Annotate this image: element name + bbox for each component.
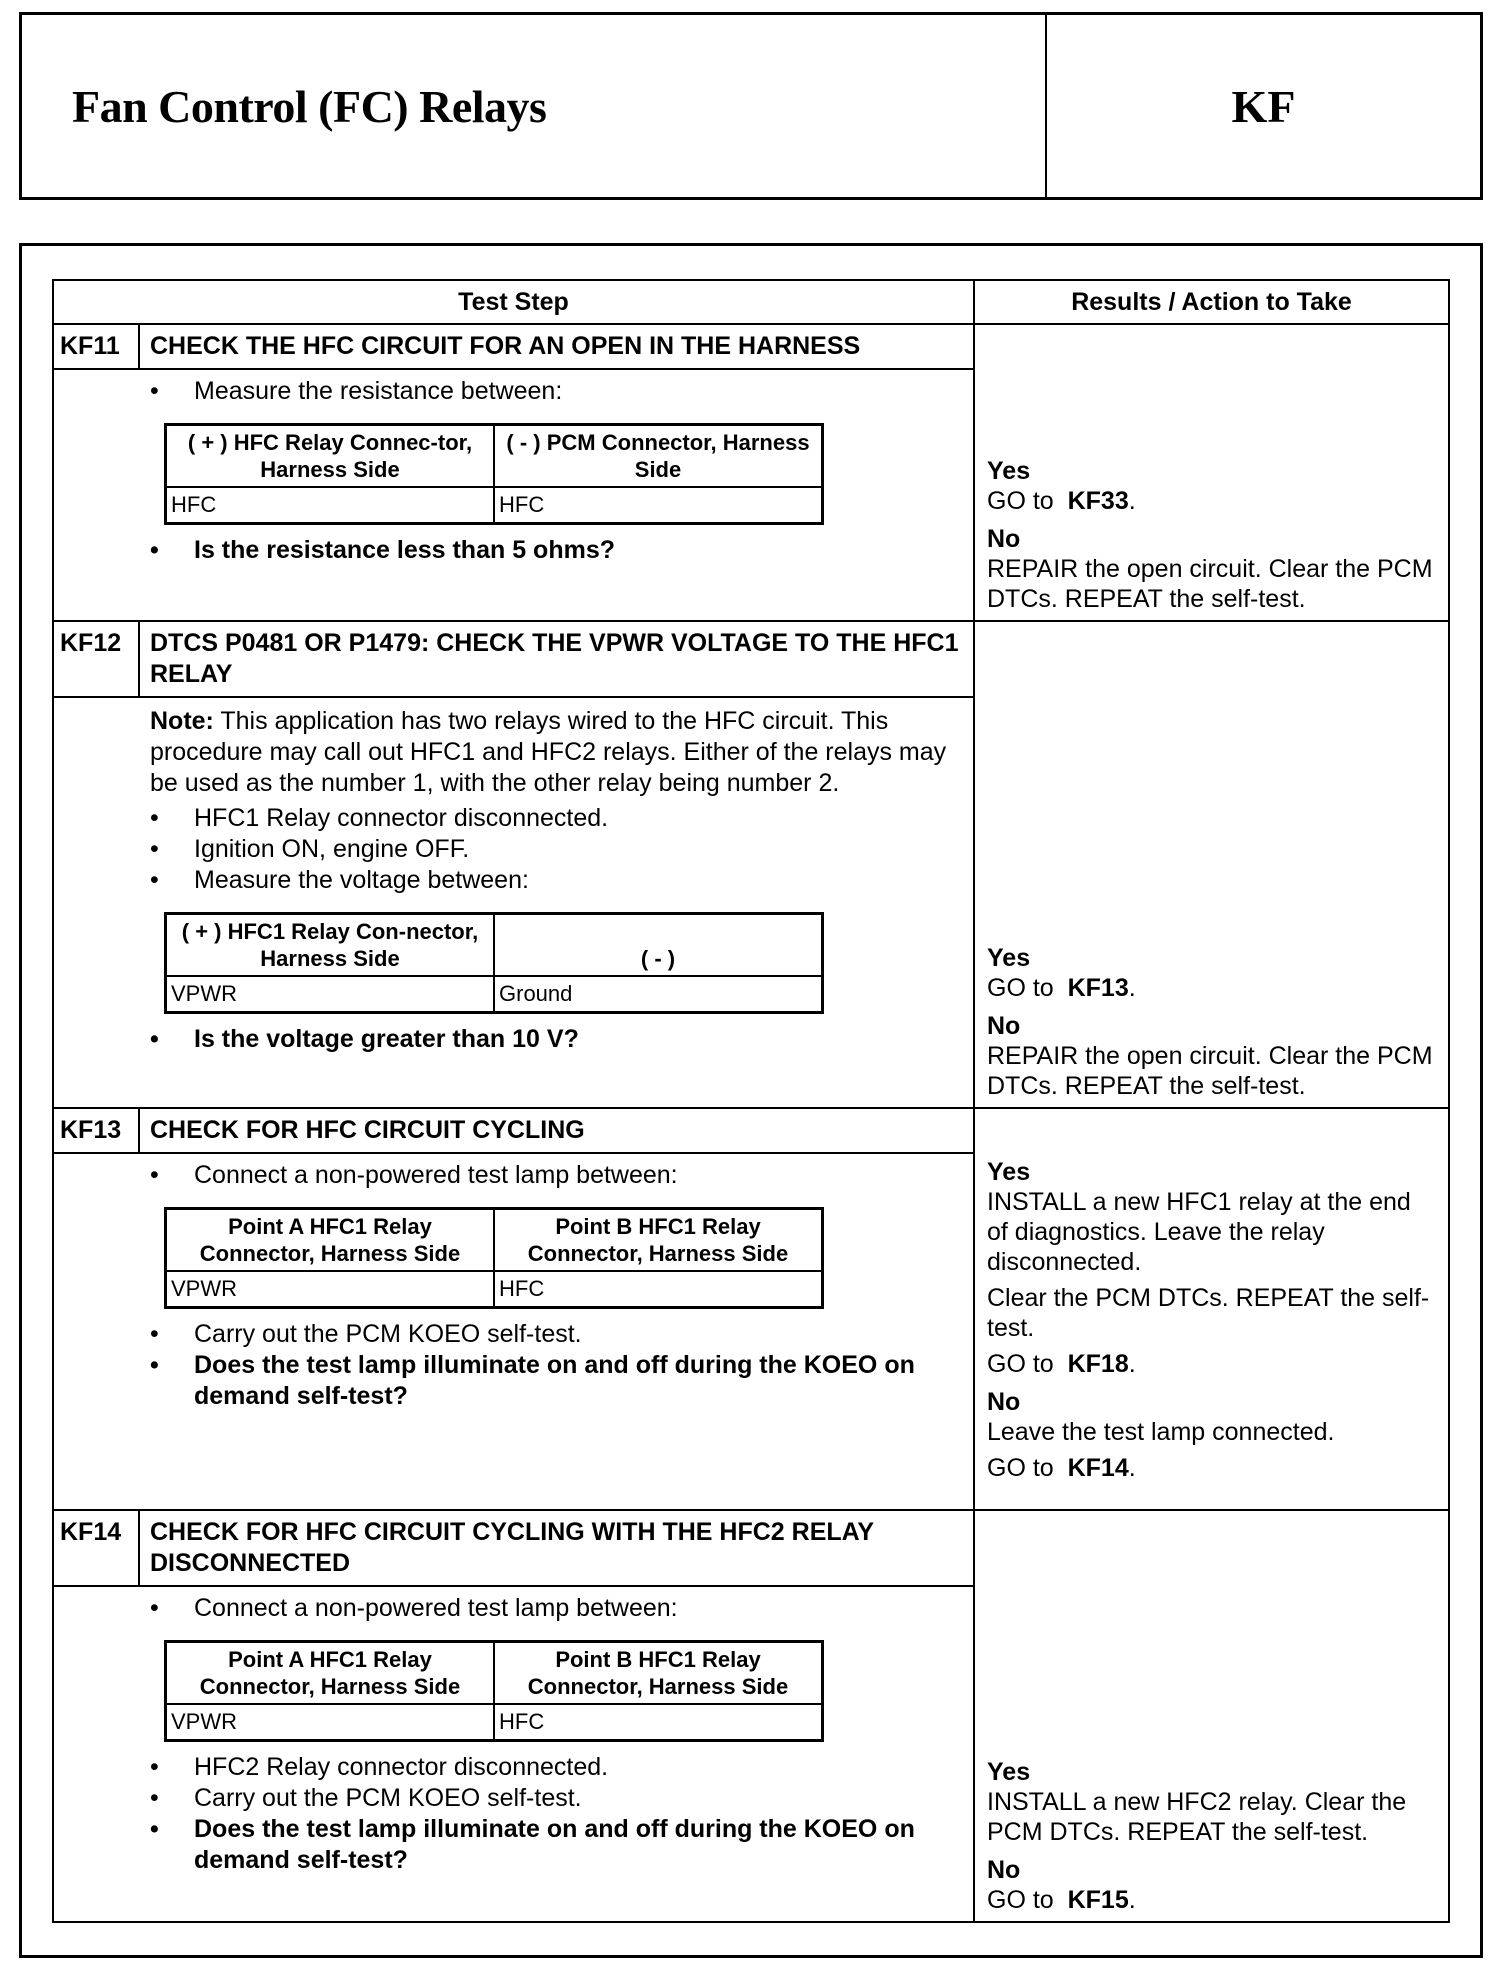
connector-table	[164, 1640, 824, 1742]
connector-cell: VPWR	[166, 976, 495, 1013]
bullet-item: • Measure the voltage between:	[150, 866, 529, 894]
yes-label: Yes	[987, 1758, 1031, 1786]
connector-table	[164, 1207, 824, 1309]
no-label: No	[987, 525, 1021, 553]
table-row-kf11	[54, 323, 1448, 620]
connector-header-point-a: Point A HFC1 Relay Connector, Harness Side	[166, 1209, 495, 1272]
connector-header-positive: ( + ) HFC Relay Connec-tor, Harness Side	[166, 425, 495, 488]
bullet-item: • Connect a non-powered test lamp between:	[150, 1161, 678, 1189]
yes-action-clear: Clear the PCM DTCs. REPEAT the self-test.	[987, 1284, 1430, 1342]
connector-header-point-a: Point A HFC1 Relay Connector, Harness Side	[166, 1642, 495, 1705]
bullet-icon: •	[150, 1320, 159, 1348]
test-step-cell	[54, 1109, 975, 1509]
yes-label: Yes	[987, 457, 1031, 485]
no-action: REPAIR the open circuit. Clear the PCM DTCs. REPEAT the self-test.	[987, 555, 1433, 613]
bullet-icon: •	[150, 377, 159, 405]
bullet-item: • Carry out the PCM KOEO self-test.	[150, 1784, 582, 1812]
connector-table	[164, 423, 824, 525]
step-id: KF11	[54, 325, 140, 368]
page-header	[19, 12, 1483, 200]
goto-link-kf15[interactable]: KF15	[1067, 1886, 1129, 1914]
step-heading: CHECK THE HFC CIRCUIT FOR AN OPEN IN THE HARNESS	[150, 332, 861, 360]
column-header-test-step: Test Step	[54, 281, 975, 323]
yes-goto: GO to KF18.	[987, 1350, 1136, 1378]
connector-cell: HFC	[494, 1271, 823, 1308]
table-row-kf14	[54, 1509, 1448, 1921]
bullet-icon: •	[150, 1594, 159, 1622]
yes-action: INSTALL a new HFC2 relay. Clear the PCM DTCs. REPEAT the self-test.	[987, 1788, 1407, 1846]
note-text: Note: This application has two relays wired to the HFC circuit. This procedure may call out HFC1 and HFC2 relays. Either of the relays may be used as the number 1, with the other relay being number 2.	[150, 707, 947, 797]
no-action: Leave the test lamp connected.	[987, 1418, 1335, 1446]
connector-cell: VPWR	[166, 1271, 495, 1308]
goto-link-kf33[interactable]: KF33	[1067, 487, 1129, 515]
results-cell	[975, 1511, 1448, 1921]
step-title-row	[54, 325, 973, 370]
connector-header-positive: ( + ) HFC1 Relay Con-nector, Harness Side	[166, 914, 495, 977]
connector-cell: VPWR	[166, 1704, 495, 1741]
bullet-item: • HFC1 Relay connector disconnected.	[150, 804, 609, 832]
results-cell	[975, 622, 1448, 1107]
connector-table	[164, 912, 824, 1014]
bullet-icon: •	[150, 804, 159, 832]
no-label: No	[987, 1856, 1021, 1884]
table-header-row	[54, 281, 1448, 323]
no-action: GO to KF15.	[987, 1886, 1136, 1914]
no-label: No	[987, 1388, 1021, 1416]
table-row-kf12	[54, 620, 1448, 1107]
step-id: KF13	[54, 1109, 140, 1152]
step-heading: CHECK FOR HFC CIRCUIT CYCLING	[150, 1116, 585, 1144]
yes-action: INSTALL a new HFC1 relay at the end of diagnostics. Leave the relay disconnected.	[987, 1188, 1411, 1276]
yes-label: Yes	[987, 1158, 1031, 1186]
question-item: • Does the test lamp illuminate on and off during the KOEO on demand self-test?	[150, 1351, 915, 1410]
bullet-icon: •	[150, 866, 159, 894]
bullet-icon: •	[150, 1784, 159, 1812]
goto-link-kf18[interactable]: KF18	[1067, 1350, 1129, 1378]
bullet-icon: •	[150, 1351, 159, 1379]
step-heading: DTCS P0481 OR P1479: CHECK THE VPWR VOLTAGE TO THE HFC1 RELAY	[150, 629, 959, 688]
step-body	[54, 698, 973, 1059]
step-title-row	[54, 1109, 973, 1154]
connector-cell: HFC	[494, 487, 823, 524]
step-body	[54, 1587, 973, 1880]
step-body	[54, 370, 973, 570]
yes-label: Yes	[987, 944, 1031, 972]
table-row-kf13	[54, 1107, 1448, 1509]
goto-link-kf14[interactable]: KF14	[1067, 1454, 1129, 1482]
goto-link-kf13[interactable]: KF13	[1067, 974, 1129, 1002]
no-label: No	[987, 1012, 1021, 1040]
column-header-results: Results / Action to Take	[1071, 288, 1352, 316]
bullet-item: • HFC2 Relay connector disconnected.	[150, 1753, 609, 1781]
test-step-cell	[54, 1511, 975, 1921]
bullet-item: • Ignition ON, engine OFF.	[150, 835, 470, 863]
question-item: • Is the voltage greater than 10 V?	[150, 1025, 579, 1053]
results-cell	[975, 325, 1448, 620]
test-step-cell	[54, 622, 975, 1107]
bullet-item: • Measure the resistance between:	[150, 377, 563, 405]
page-title: Fan Control (FC) Relays	[22, 15, 1047, 197]
bullet-item: • Carry out the PCM KOEO self-test.	[150, 1320, 582, 1348]
results-cell	[975, 1109, 1448, 1509]
bullet-icon: •	[150, 1753, 159, 1781]
yes-action: GO to KF33.	[987, 487, 1136, 515]
step-title-row	[54, 622, 973, 698]
step-id: KF12	[54, 622, 140, 696]
bullet-icon: •	[150, 835, 159, 863]
diagnostic-table	[52, 279, 1450, 1923]
step-body	[54, 1154, 973, 1416]
test-step-cell	[54, 325, 975, 620]
step-heading: CHECK FOR HFC CIRCUIT CYCLING WITH THE HFC2 RELAY DISCONNECTED	[150, 1518, 874, 1577]
bullet-icon: •	[150, 1161, 159, 1189]
yes-action: GO to KF13.	[987, 974, 1136, 1002]
bullet-item: • Connect a non-powered test lamp between:	[150, 1594, 678, 1622]
connector-header-negative: ( - ) PCM Connector, Harness Side	[494, 425, 823, 488]
connector-cell: Ground	[494, 976, 823, 1013]
bullet-icon: •	[150, 1025, 159, 1053]
connector-header-point-b: Point B HFC1 Relay Connector, Harness Side	[494, 1642, 823, 1705]
step-title-row	[54, 1511, 973, 1587]
bullet-icon: •	[150, 1815, 159, 1843]
bullet-icon: •	[150, 536, 159, 564]
question-item: • Is the resistance less than 5 ohms?	[150, 536, 615, 564]
section-code: KF	[1231, 80, 1296, 132]
connector-cell: HFC	[494, 1704, 823, 1741]
connector-header-point-b: Point B HFC1 Relay Connector, Harness Side	[494, 1209, 823, 1272]
question-item: • Does the test lamp illuminate on and off during the KOEO on demand self-test?	[150, 1815, 915, 1874]
connector-cell: HFC	[166, 487, 495, 524]
no-action: REPAIR the open circuit. Clear the PCM DTCs. REPEAT the self-test.	[987, 1042, 1433, 1100]
no-goto: GO to KF14.	[987, 1454, 1136, 1482]
connector-header-negative: ( - )	[494, 914, 823, 977]
step-id: KF14	[54, 1511, 140, 1585]
